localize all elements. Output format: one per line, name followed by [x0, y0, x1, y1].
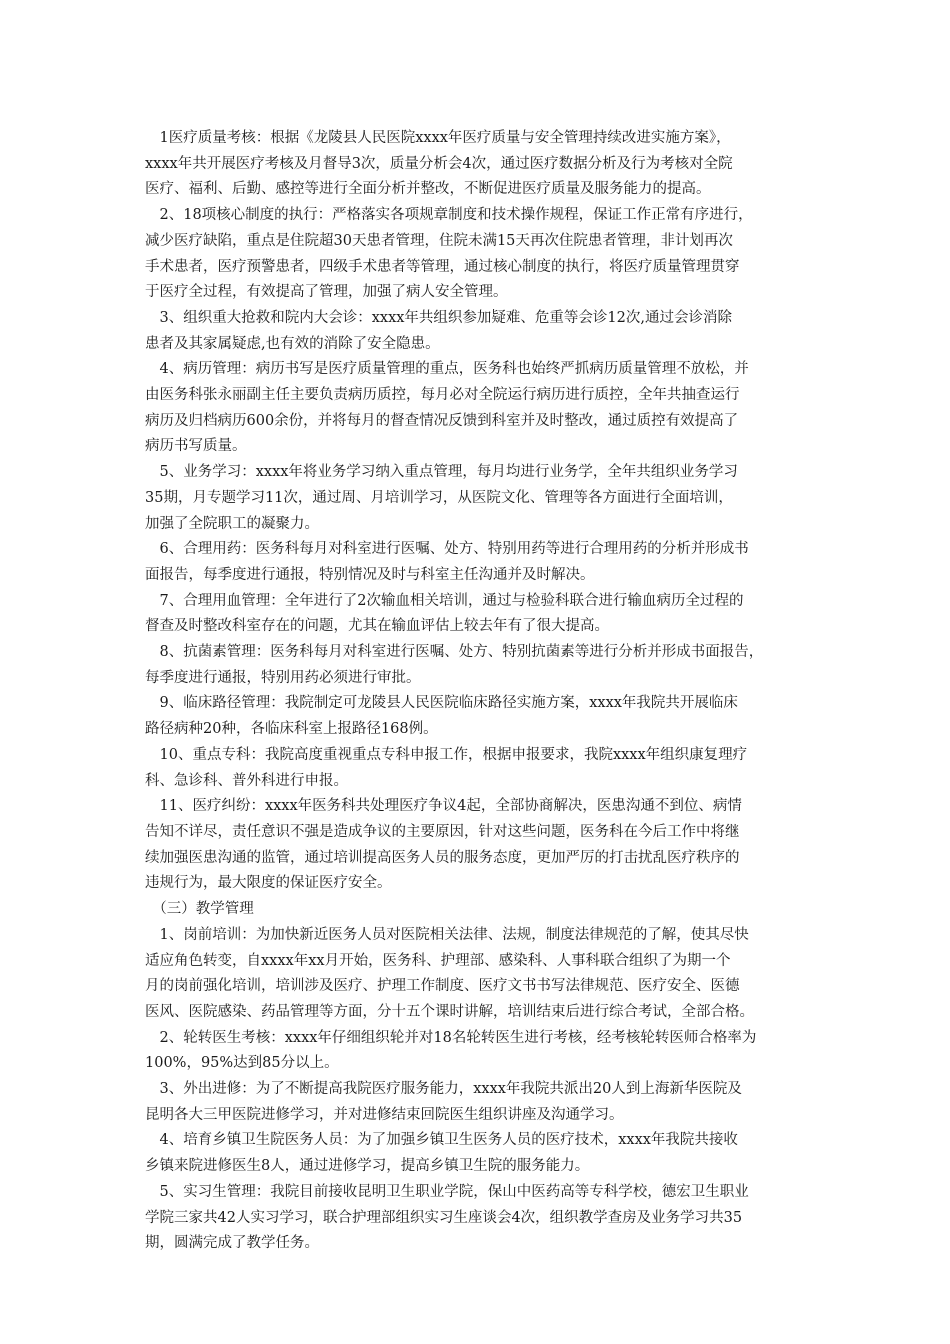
- paragraph: [145, 897, 815, 923]
- paragraph: [145, 537, 815, 588]
- text-line: 督查及时整改科室存在的问题，尤其在输血评估上较去年有了很大提高。: [145, 618, 609, 635]
- text-line: xxxx年共开展医疗考核及月督导3次，质量分析会4次，通过医疗数据分析及行为考核对全院: [145, 155, 733, 172]
- paragraph: [145, 1077, 815, 1128]
- text-line: 手术患者，医疗预警患者，四级手术患者等管理，通过核心制度的执行，将医疗质量管理贯穿: [145, 258, 740, 275]
- text-line: 2、18项核心制度的执行：严格落实各项规章制度和技术操作规程，保证工作正常有序进行，: [145, 207, 753, 224]
- text-line: 适应角色转变，自xxxx年xx月开始，医务科、护理部、感染科、人事科联合组织了为期一个: [145, 952, 731, 969]
- paragraph: [145, 203, 815, 306]
- text-line: 路径病种20种，各临床科室上报路径168例。: [145, 721, 438, 738]
- paragraph: [145, 640, 815, 691]
- text-line: 病历书写质量。: [145, 438, 247, 455]
- text-line: 续加强医患沟通的监管，通过培训提高医务人员的服务态度，更加严厉的打击扰乱医疗秩序的: [145, 849, 740, 866]
- text-line: 医疗、福利、后勤、感控等进行全面分析并整改，不断促进医疗质量及服务能力的提高。: [145, 181, 711, 198]
- paragraph: [145, 1026, 815, 1077]
- text-line: 5、实习生管理：我院目前接收昆明卫生职业学院，保山中医药高等专科学校，德宏卫生职业: [145, 1183, 749, 1200]
- text-line: 100%，95%达到85分以上。: [145, 1055, 339, 1072]
- paragraph: [145, 126, 815, 203]
- paragraph: [145, 357, 815, 460]
- text-line: 患者及其家属疑虑,也有效的消除了安全隐患。: [145, 335, 440, 352]
- text-line: 乡镇来院进修医生8人，通过进修学习，提高乡镇卫生院的服务能力。: [145, 1158, 590, 1175]
- text-line: 1医疗质量考核：根据《龙陵县人民医院xxxx年医疗质量与安全管理持续改进实施方案》，: [145, 130, 731, 146]
- paragraph: [145, 589, 815, 640]
- text-line: 加强了全院职工的凝聚力。: [145, 515, 319, 532]
- text-line: 35期，月专题学习11次，通过周、月培训学习，从医院文化、管理等各方面进行全面培训，: [145, 489, 733, 506]
- text-line: 昆明各大三甲医院进修学习，并对进修结束回院医生组织讲座及沟通学习。: [145, 1106, 624, 1123]
- text-line: 10、重点专科：我院高度重视重点专科申报工作，根据申报要求，我院xxxx年组织康复理疗: [145, 746, 748, 763]
- text-line: 4、培育乡镇卫生院医务人员：为了加强乡镇卫生医务人员的医疗技术，xxxx年我院共接收: [145, 1132, 738, 1149]
- text-line: 学院三家共42人实习学习，联合护理部组织实习生座谈会4次，组织教学查房及业务学习共35: [145, 1209, 743, 1226]
- text-line: 3、外出进修：为了不断提高我院医疗服务能力，xxxx年我院共派出20人到上海新华医院及: [145, 1081, 742, 1098]
- text-line: 每季度进行通报，特别用药必须进行审批。: [145, 669, 421, 686]
- text-line: 于医疗全过程，有效提高了管理，加强了病人安全管理。: [145, 284, 508, 301]
- text-line: 面报告，每季度进行通报，特别情况及时与科室主任沟通并及时解决。: [145, 566, 595, 583]
- paragraph: [145, 1128, 815, 1179]
- text-line: 科、急诊科、普外科进行申报。: [145, 772, 348, 789]
- text-line: （三）教学管理: [145, 901, 254, 918]
- paragraph: [145, 306, 815, 357]
- text-line: 月的岗前强化培训，培训涉及医疗、护理工作制度、医疗文书书写法律规范、医疗安全、医德: [145, 978, 740, 995]
- text-line: 减少医疗缺陷，重点是住院超30天患者管理，住院未满15天再次住院患者管理，非计划再次: [145, 232, 733, 249]
- paragraph: [145, 691, 815, 742]
- paragraph: [145, 794, 815, 897]
- text-line: 11、医疗纠纷：xxxx年医务科共处理医疗争议4起，全部协商解决，医患沟通不到位、病情: [145, 798, 742, 815]
- paragraph: [145, 923, 815, 1026]
- text-line: 5、业务学习：xxxx年将业务学习纳入重点管理，每月均进行业务学，全年共组织业务学习: [145, 464, 738, 481]
- text-line: 医风、医院感染、药品管理等方面，分十五个课时讲解，培训结束后进行综合考试，全部合格。: [145, 1003, 754, 1020]
- paragraph: [145, 743, 815, 794]
- text-line: 8、抗菌素管理：医务科每月对科室进行医嘱、处方、特别抗菌素等进行分析并形成书面报告，: [145, 644, 764, 661]
- text-line: 2、轮转医生考核：xxxx年仔细组织轮并对18名轮转医生进行考核，经考核轮转医师合格率为: [145, 1029, 757, 1046]
- text-line: 违规行为，最大限度的保证医疗安全。: [145, 875, 392, 892]
- text-line: 期，圆满完成了教学任务。: [145, 1235, 319, 1252]
- document-body: [145, 126, 815, 1257]
- text-line: 4、病历管理：病历书写是医疗质量管理的重点，医务科也始终严抓病历质量管理不放松，并: [145, 361, 749, 378]
- text-line: 由医务科张永丽副主任主要负责病历质控，每月必对全院运行病历进行质控，全年共抽查运行: [145, 387, 740, 404]
- text-line: 9、临床路径管理：我院制定可龙陵县人民医院临床路径实施方案，xxxx年我院共开展临床: [145, 695, 738, 712]
- text-line: 1、岗前培训：为加快新近医务人员对医院相关法律、法规，制度法律规范的了解，使其尽快: [145, 926, 749, 943]
- paragraph: [145, 460, 815, 537]
- text-line: 7、合理用血管理：全年进行了2次输血相关培训，通过与检验科联合进行输血病历全过程的: [145, 592, 744, 609]
- text-line: 6、合理用药：医务科每月对科室进行医嘱、处方、特别用药等进行合理用药的分析并形成书: [145, 541, 749, 558]
- text-line: 3、组织重大抢救和院内大会诊：xxxx年共组织参加疑难、危重等会诊12次,通过会诊消除: [145, 309, 732, 326]
- paragraph: [145, 1180, 815, 1257]
- text-line: 告知不详尽，责任意识不强是造成争议的主要原因，针对这些问题，医务科在今后工作中将继: [145, 823, 740, 840]
- text-line: 病历及归档病历600余份，并将每月的督查情况反馈到科室并及时整改，通过质控有效提高了: [145, 412, 739, 429]
